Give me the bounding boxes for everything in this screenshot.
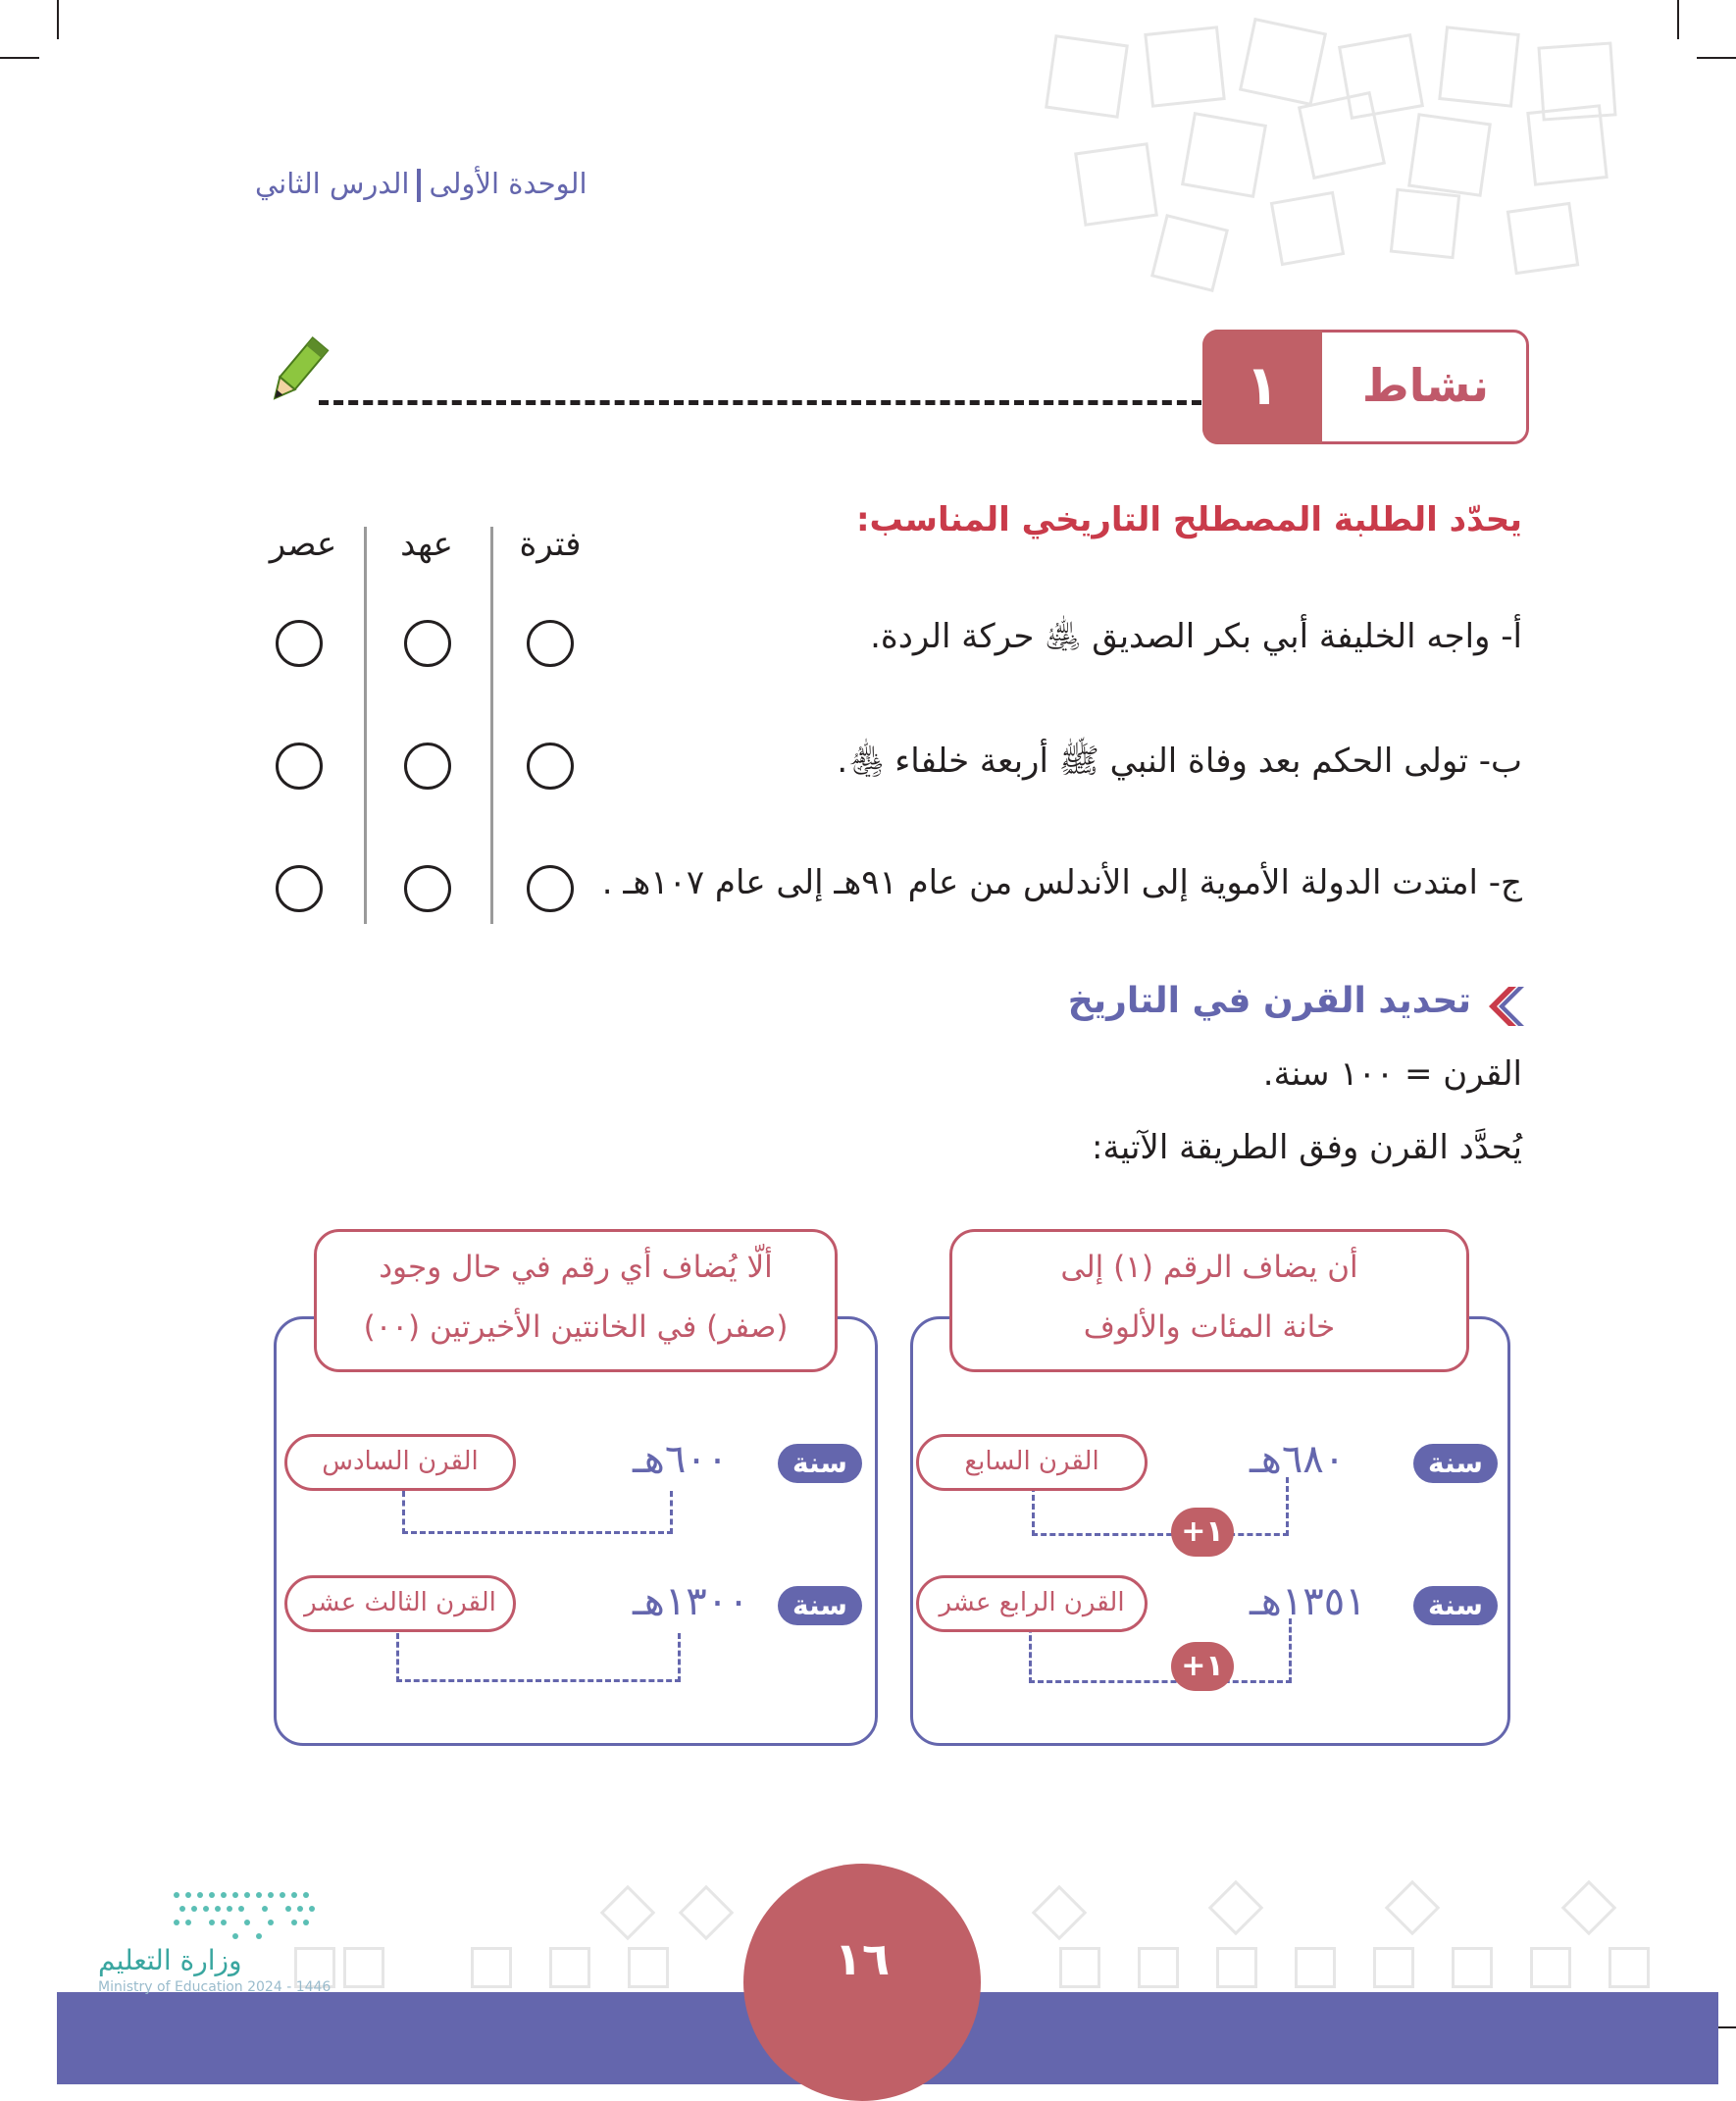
pencil-icon bbox=[257, 333, 335, 412]
rule-add-one-line2: خانة المئات والألوف bbox=[1083, 1309, 1336, 1345]
crop-mark bbox=[1677, 0, 1679, 39]
chevron-left-icon bbox=[1485, 985, 1524, 1028]
column-header-period: فترة bbox=[519, 525, 582, 564]
answer-radio-c-period[interactable] bbox=[527, 865, 574, 912]
ministry-name: وزارة التعليم bbox=[98, 1944, 242, 1976]
answer-radio-c-reign[interactable] bbox=[404, 865, 451, 912]
year-value: ٦٠٠هـ bbox=[633, 1437, 729, 1482]
column-divider bbox=[490, 527, 493, 924]
column-header-reign: عهد bbox=[400, 525, 453, 564]
answer-radio-c-era[interactable] bbox=[276, 865, 323, 912]
statement-a: أ- واجه الخليفة أبي بكر الصديق ﵁ حركة الردة. bbox=[870, 617, 1522, 656]
rule-add-one-line1: أن يضاف الرقم (١) إلى bbox=[1060, 1250, 1358, 1285]
century-result: القرن الرابع عشر bbox=[916, 1575, 1148, 1632]
year-tag: سنة bbox=[778, 1444, 862, 1483]
statement-c: ج- امتدت الدولة الأموية إلى الأندلس من عام ٩١هـ إلى عام ١٠٧هـ . bbox=[601, 863, 1522, 902]
breadcrumb-lesson: الدرس الثاني bbox=[255, 167, 410, 200]
year-value: ٦٨٠هـ bbox=[1250, 1437, 1346, 1482]
year-value: ١٣٥١هـ bbox=[1250, 1579, 1366, 1624]
answer-radio-b-period[interactable] bbox=[527, 743, 574, 790]
century-result: القرن السادس bbox=[284, 1434, 516, 1491]
answer-radio-b-era[interactable] bbox=[276, 743, 323, 790]
rule-no-add-line2: (صفر) في الخانتين الأخيرتين (٠٠) bbox=[363, 1309, 789, 1345]
plus-one-badge: +١ bbox=[1171, 1642, 1234, 1691]
crop-mark bbox=[1697, 57, 1736, 59]
rule-no-add bbox=[314, 1229, 838, 1372]
connector-dashed bbox=[402, 1491, 673, 1534]
year-value: ١٣٠٠هـ bbox=[633, 1579, 749, 1624]
breadcrumb-separator bbox=[417, 169, 421, 202]
activity-label: نشاط bbox=[1361, 359, 1490, 412]
section-title: تحديد القرن في التاريخ bbox=[1067, 981, 1471, 1021]
answer-radio-a-era[interactable] bbox=[276, 620, 323, 667]
crop-mark bbox=[0, 57, 39, 59]
page-number: ١٦ bbox=[834, 1932, 891, 1985]
edition-year: 2024 - 1446 bbox=[247, 1979, 332, 1995]
ministry-name-en bbox=[98, 1979, 331, 1995]
century-result: القرن الثالث عشر bbox=[284, 1575, 516, 1632]
column-divider bbox=[364, 527, 367, 924]
activity-instruction: يحدّد الطلبة المصطلح التاريخي المناسب: bbox=[855, 500, 1522, 539]
century-definition: القرن = ١٠٠ سنة. bbox=[1262, 1054, 1522, 1094]
year-tag: سنة bbox=[778, 1586, 862, 1625]
ministry-logo-icon bbox=[167, 1885, 324, 1944]
year-tag: سنة bbox=[1413, 1444, 1498, 1483]
statement-b: ب- تولى الحكم بعد وفاة النبي ﷺ أربعة خلفاء ﵃. bbox=[837, 742, 1522, 781]
connector-dashed bbox=[396, 1633, 681, 1682]
answer-radio-b-reign[interactable] bbox=[404, 743, 451, 790]
breadcrumb-unit: الوحدة الأولى bbox=[429, 167, 587, 200]
column-header-era: عصر bbox=[269, 525, 337, 564]
answer-radio-a-period[interactable] bbox=[527, 620, 574, 667]
rule-add-one bbox=[949, 1229, 1469, 1372]
activity-dash-line bbox=[319, 400, 1201, 405]
activity-number: ١ bbox=[1202, 330, 1322, 444]
crop-mark bbox=[57, 0, 59, 39]
breadcrumb bbox=[255, 167, 628, 202]
plus-one-badge: +١ bbox=[1171, 1508, 1234, 1557]
ministry-name-en-text: Ministry of Education bbox=[98, 1979, 243, 1995]
rule-no-add-line1: ألّا يُضاف أي رقم في حال وجود bbox=[379, 1250, 773, 1285]
century-result: القرن السابع bbox=[916, 1434, 1148, 1491]
answer-radio-a-reign[interactable] bbox=[404, 620, 451, 667]
year-tag: سنة bbox=[1413, 1586, 1498, 1625]
century-method: يُحدَّد القرن وفق الطريقة الآتية: bbox=[1092, 1128, 1522, 1167]
